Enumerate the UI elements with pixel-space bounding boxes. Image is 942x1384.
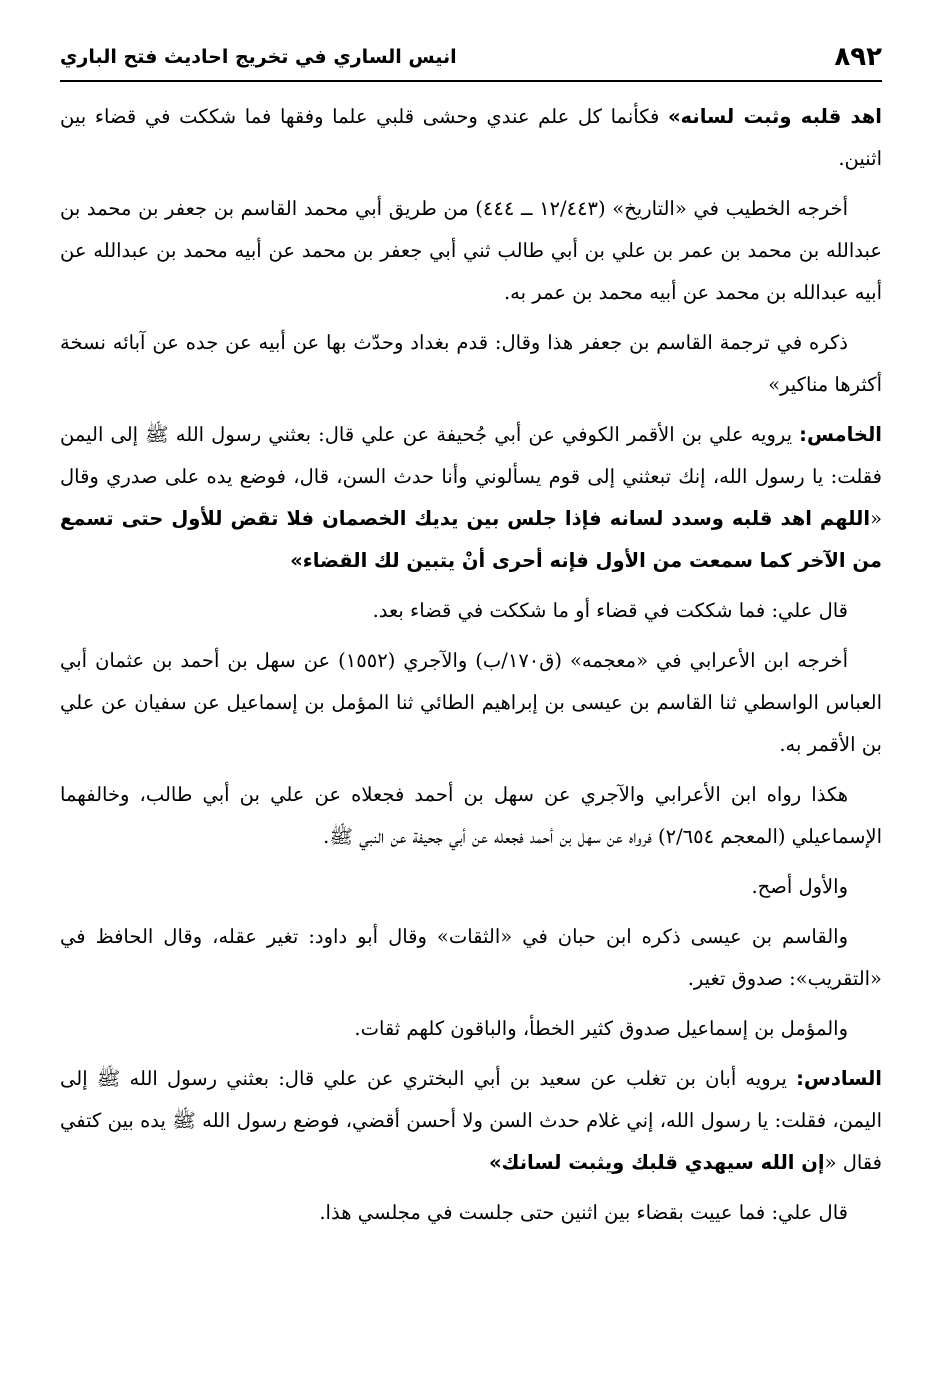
paragraph (60, 1058, 882, 1184)
paragraph (60, 96, 882, 180)
book-title: انيس الساري في تخريج احاديث فتح الباري (60, 46, 457, 68)
text-run: أخرجه ابن الأعرابي في «معجمه» (ق١٧٠/ب) والآجري (١٥٥٢) عن سهل بن أحمد بن عثمان أبي العباس الواسطي ثنا القاسم بن عيسى بن إبراهيم الطائي ثنا المؤمل بن إسماعيل عن سفيان عن علي بن الأقمر به. (60, 649, 882, 756)
running-header (60, 40, 882, 82)
page-body (60, 96, 882, 1234)
paragraph (60, 774, 882, 858)
paragraph (60, 322, 882, 406)
paragraph (60, 590, 882, 632)
paragraph (60, 866, 882, 908)
hadith-quote: اللهم اهد قلبه وسدد لسانه فإذا جلس بين يديك الخصمان فلا تقض للأول حتى تسمع من الآخر كما سمعت من الأول فإنه أحرى أنْ يتبين لك القضاء» (60, 507, 882, 572)
text-run: والأول أصح. (751, 875, 848, 898)
text-run: هكذا رواه ابن الأعرابي والآجري عن سهل بن أحمد فجعلاه عن علي بن أبي طالب، وخالفهما الإسماعيلي (المعجم ٢/٦٥٤) فرواه عن سهل بن أحمد فجعله عن أبي جحيفة عن النبي ﷺ. (60, 783, 882, 848)
paragraph (60, 1192, 882, 1234)
text-run: والمؤمل بن إسماعيل صدوق كثير الخطأ، والباقون كلهم ثقات. (354, 1017, 848, 1040)
quote-fragment: اهد قلبه وثبت لسانه» (667, 105, 882, 128)
book-page (60, 40, 882, 1360)
page-number: ٨٩٢ (834, 42, 882, 72)
paragraph (60, 916, 882, 1000)
paragraph (60, 640, 882, 766)
text-run: يرويه أبان بن تغلب عن سعيد بن أبي البختري عن علي قال: بعثني رسول الله ﷺ إلى اليمن، فقلت: يا رسول الله، إني غلام حدث السن ولا أحسن أقضي، فوضع رسول الله ﷺ يده بين كتفي فقال « (60, 1067, 882, 1174)
paragraph (60, 188, 882, 314)
text-run: ذكره في ترجمة القاسم بن جعفر هذا وقال: قدم بغداد وحدّث بها عن أبيه عن جده عن آبائه نسخة أكثرها مناكير» (60, 331, 882, 396)
hadith-quote: إن الله سيهدي قلبك ويثبت لسانك» (488, 1151, 825, 1174)
text-run: فكأنما كل علم عندي وحشى قلبي علما وفقها فما شككت في قضاء بين اثنين. (60, 105, 882, 170)
section-lead: الخامس: (799, 423, 882, 446)
text-run: أخرجه الخطيب في «التاريخ» (١٢/٤٤٣ ــ ٤٤٤) من طريق أبي محمد القاسم بن جعفر بن محمد بن عبدالله بن محمد بن عمر بن علي بن أبي طالب ثني أبي جعفر بن محمد عن أبيه محمد بن عبدالله عن أبيه عبدالله بن محمد عن أبيه محمد بن عمر به. (60, 197, 882, 304)
text-run: يرويه علي بن الأقمر الكوفي عن أبي جُحيفة عن علي قال: بعثني رسول الله ﷺ إلى اليمن فقلت: يا رسول الله، إنك تبعثني إلى قوم يسألوني وأنا حدث السن، قال، فوضع يده على صدري وقال « (60, 423, 882, 530)
paragraph (60, 1008, 882, 1050)
text-run: والقاسم بن عيسى ذكره ابن حبان في «الثقات» وقال أبو داود: تغير عقله، وقال الحافظ في «التقريب»: صدوق تغير. (60, 925, 882, 990)
text-run: قال علي: فما شككت في قضاء أو ما شككت في قضاء بعد. (372, 599, 848, 622)
paragraph (60, 414, 882, 582)
section-lead: السادس: (796, 1067, 882, 1090)
text-run: قال علي: فما عييت بقضاء بين اثنين حتى جلست في مجلسي هذا. (319, 1201, 848, 1224)
